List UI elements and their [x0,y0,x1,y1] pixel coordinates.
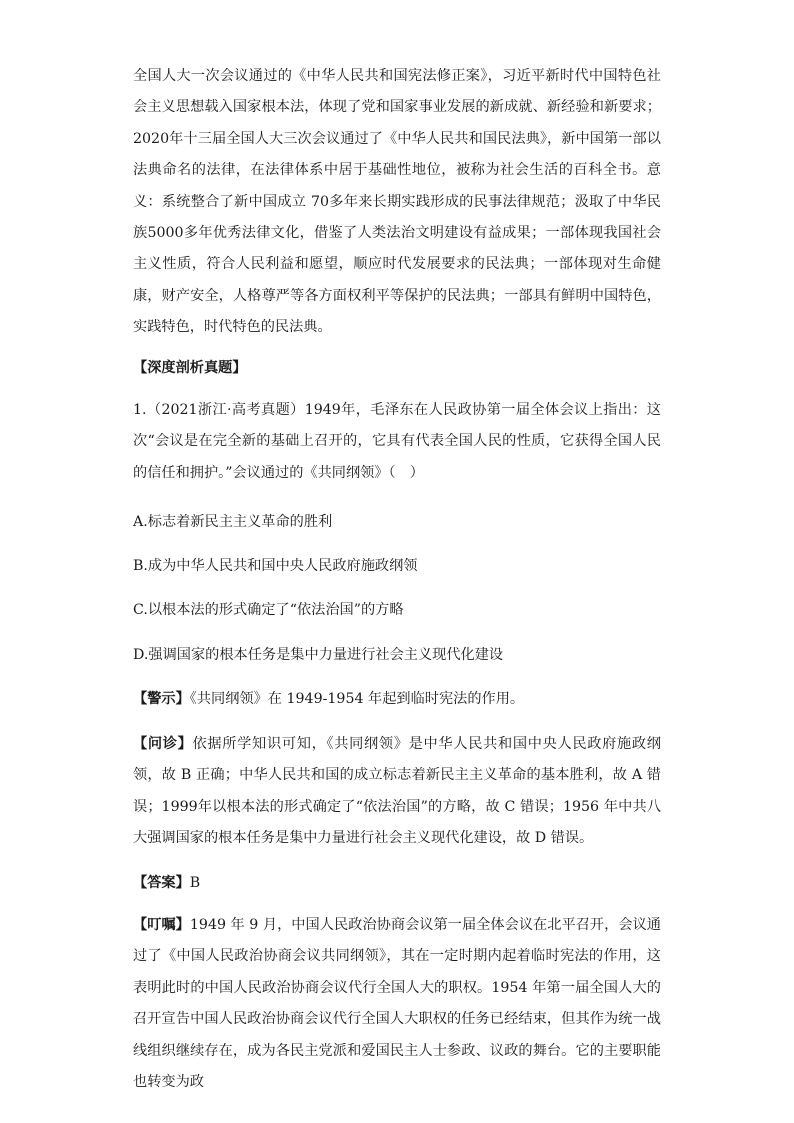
diagnosis-text: 依据所学知识可知，《共同纲领》是中华人民共和国中央人民政府施政纲领，故 B 正确；中华人民共和国的成立标志着新民主主义革命的基本胜利，故 A 错误；1999年以根本法的形式确定了“依法治国”的方略，故 C 错误；1956 年中共八大强调国家的根本任务是集中力量进行社会主义现代化建设，故 D 错误。 [133,736,661,847]
diagnosis-label: 【问诊】 [133,736,193,752]
diagnosis-block [133,729,661,855]
reminder-text: 1949 年 9 月，中国人民政治协商会议第一届全体会议在北平召开，会议通过了《中国人民政治协商会议共同纲领》，其在一定时期内起着临时宪法的作用，这表明此时的中国人民政治协商会议代行全国人大的职权。1954 年第一届全国人大的召开宣告中国人民政治协商会议代行全国人大职权的任务已经结束，但其作为统一战线组织继续存在，成为各民主党派和爱国民主人士参政、议政的舞台。它的主要职能也转变为政 [133,917,661,1091]
reminder-label: 【叮嘱】 [133,917,190,933]
option-c: C.以根本法的形式确定了“依法治国”的方略 [133,602,404,618]
intro-paragraph: 全国人大一次会议通过的《中华人民共和国宪法修正案》，习近平新时代中国特色社会主义思想载入国家根本法，体现了党和国家事业发展的新成就、新经验和新要求；2020年十三届全国人大三次会议通过了《中华人民共和国民法典》，新中国第一部以法典命名的法律，在法律体系中居于基础性地位，被称为社会生活的百科全书。意义：系统整合了新中国成立 70多年来长期实践形成的民事法律规范；汲取了中华民族5000多年优秀法律文化，借鉴了人类法治文明建设有益成果；一部体现我国社会主义性质，符合人民利益和愿望，顺应时代发展要求的民法典；一部体现对生命健康，财产安全，人格尊严等各方面权利平等保护的民法典；一部具有鲜明中国特色，实践特色，时代特色的民法典。 [133,68,661,336]
warning-text: 《共同纲领》在 1949-1954 年起到临时宪法的作用。 [189,691,525,707]
section-heading: 【深度剖析真题】 [133,360,247,376]
answer-block [133,872,673,894]
option-a: A.标志着新民主主义革命的胜利 [133,514,333,530]
question-stem: 1.（2021浙江·高考真题）1949年，毛泽东在人民政协第一届全体会议上指出：这次“会议是在完全新的基础上召开的，它具有代表全国人民的性质，它获得全国人民的信任和拥护。”会议通过的《共同纲领》（ ） [133,402,661,481]
reminder-block [133,910,661,1098]
warning-block [133,688,673,710]
answer-text: B [189,875,201,891]
option-d: D.强调国家的根本任务是集中力量进行社会主义现代化建设 [133,647,504,663]
answer-label: 【答案】 [133,875,190,891]
option-b: B.成为中华人民共和国中央人民政府施政纲领 [133,558,418,574]
warning-label: 【警示】 [133,691,190,707]
